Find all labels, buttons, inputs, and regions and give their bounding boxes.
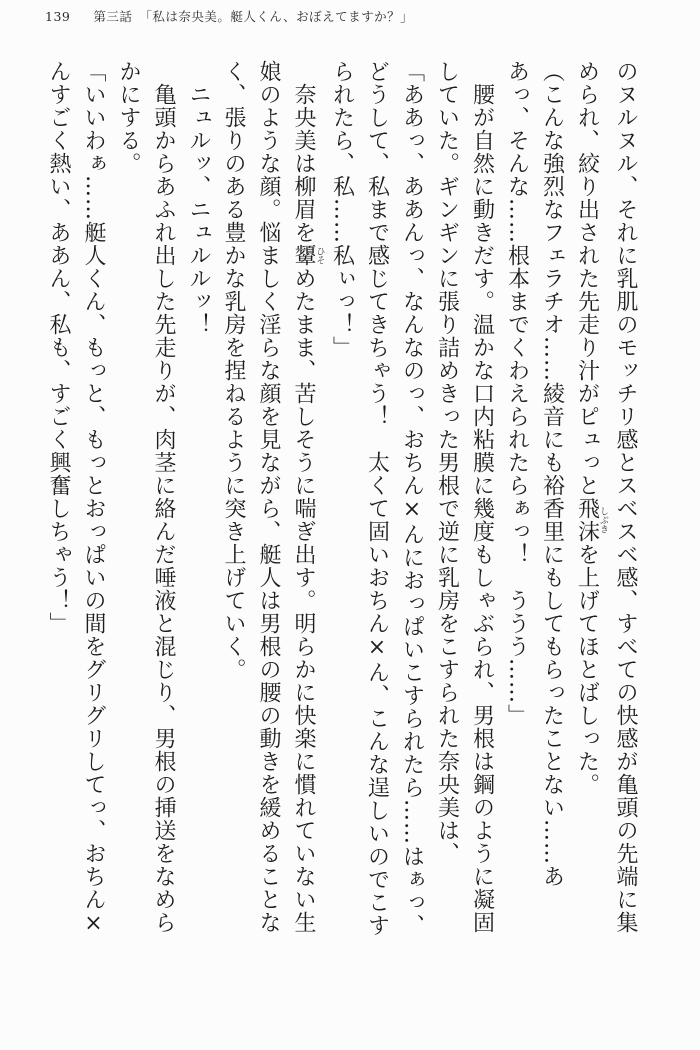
text-column: んすごく熱い、ああん、私も、すごく興奮しちゃう！」	[46, 60, 71, 635]
page-header	[45, 7, 413, 25]
text-column: （こんな強烈なフェラチオ……綾音にも裕香里にもしてもらったことない……あ	[539, 60, 565, 888]
text-column: のヌルヌル、それに乳肌のモッチリ感とスベスベ感、すべての快感が亀頭の先端に集	[613, 60, 638, 934]
text-column: められ、絞り出された先走り汁がピュっと飛沫しぶきを上げてほとばしった。	[574, 60, 608, 796]
text-column: ニュルッ、ニュルルッ！	[186, 60, 211, 336]
text-column: どうして、私まで感じてきちゃう！ 太くて固いおちん×ん、こんな逞しいのでこす	[364, 60, 390, 937]
furigana-annotated-word: 顰ひそ	[291, 244, 325, 267]
text-column: していた。ギンギンに張り詰めきった男根で逆に乳房をこすられた奈央美は、	[434, 60, 460, 865]
chapter-label: 第三話	[93, 9, 133, 24]
page-body	[41, 60, 643, 956]
text-column: 「いいわぁ……艇人くん、もっと、もっとおっぱいの間をグリグリしてっ、おちん×	[81, 60, 106, 937]
text-column: かにする。	[116, 60, 141, 175]
text-column: く、張りのある豊かな乳房を捏ねるように突き上げていく。	[221, 60, 246, 681]
furigana-annotated-word: 飛沫しぶき	[574, 497, 608, 543]
text-column: あっ、そんな……根本までくわえられたらぁっ！ ううう……」	[504, 60, 530, 727]
page-number: 139	[45, 9, 71, 24]
text-column: られたら、私……私ぃっ！」	[329, 60, 355, 359]
chapter-title: 「私は奈央美。艇人くん、おぼえてますか？」	[139, 9, 414, 24]
text-column: 亀頭からあふれ出した先走りが、肉茎に絡んだ唾液と混じり、男根の挿送をなめら	[151, 60, 176, 934]
text-column: 「ああっ、ああんっ、なんなのっ、おちん×んにおっぱいこすられたら……はぁっ、	[399, 60, 425, 937]
text-column: 奈央美は柳眉を顰ひそめたまま、苦しそうに喘ぎ出す。明らかに快楽に慣れていない生	[291, 60, 325, 934]
text-column: 腰が自然に動きだす。温かな口内粘膜に幾度もしゃぶられ、男根は鋼のように凝固	[469, 60, 495, 934]
text-column: 娘のような顔。悩ましく淫らな顔を見ながら、艇人は男根の腰の動きを緩めることな	[256, 60, 281, 934]
